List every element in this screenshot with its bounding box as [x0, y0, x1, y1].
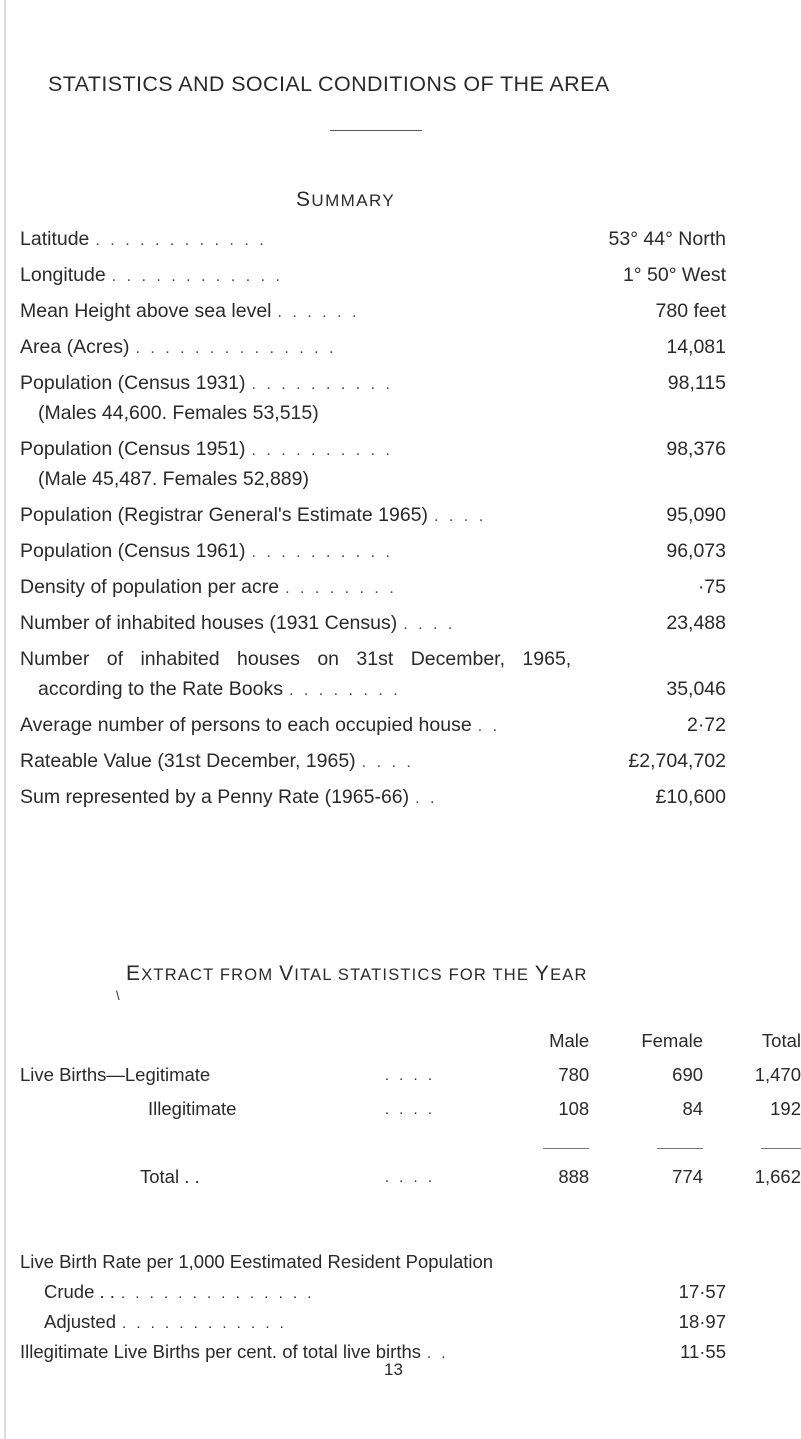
- leader-dots: . . . . . . . . . .: [251, 544, 393, 561]
- leader-dots: . . . .: [384, 1066, 435, 1084]
- table-row-legitimate: [20, 1058, 801, 1092]
- summary-label: Population (Census 1951): [20, 438, 246, 460]
- leader-dots: . . . . . . . .: [288, 682, 401, 699]
- summary-title: [296, 188, 395, 212]
- rate-row-illegitimate: [20, 1341, 726, 1371]
- summary-label: Density of population per acre: [20, 576, 280, 598]
- summary-label: Area (Acres): [20, 336, 130, 358]
- extract-title-initial-v: V: [279, 962, 295, 985]
- total-rule-row: [20, 1126, 801, 1160]
- summary-value: £2,704,702: [628, 750, 726, 772]
- summary-row-population-1951: [20, 438, 726, 504]
- summary-label: Mean Height above sea level: [20, 300, 272, 322]
- extract-title-part: EAR: [550, 966, 588, 984]
- summary-value: 96,073: [666, 540, 726, 562]
- summary-value: 14,081: [666, 336, 726, 358]
- summary-sublabel: according to the Rate Books: [38, 678, 283, 700]
- summary-label: Latitude: [20, 228, 90, 250]
- leader-dots: . . . .: [361, 754, 414, 771]
- leader-dots: . . . .: [384, 1168, 435, 1186]
- page-heading: STATISTICS AND SOCIAL CONDITIONS OF THE AREA: [48, 72, 610, 96]
- row-label: Total . .: [140, 1166, 200, 1187]
- summary-label: Number of inhabited houses (1931 Census): [20, 612, 398, 634]
- cell-male: 108: [558, 1098, 590, 1119]
- summary-row-longitude: [20, 264, 726, 300]
- summary-value: ·75: [697, 576, 726, 598]
- summary-label: Longitude: [20, 264, 106, 286]
- cell-male: 780: [558, 1064, 590, 1085]
- total-rule: [657, 1148, 703, 1149]
- extract-title-part: ITAL STATISTICS FOR THE: [294, 966, 535, 984]
- leader-dots: . . . . . .: [277, 304, 360, 321]
- summary-label: Rateable Value (31st December, 1965): [20, 750, 356, 772]
- summary-title-initial: S: [296, 188, 312, 211]
- summary-row-houses-1965: [20, 648, 726, 714]
- summary-value: 35,046: [666, 678, 726, 700]
- summary-subline: (Male 45,487. Females 52,889): [38, 468, 309, 490]
- extract-title-initial-y: Y: [534, 962, 551, 985]
- summary-value: 780 feet: [655, 300, 726, 322]
- summary-subline: (Males 44,600. Females 53,515): [38, 402, 319, 424]
- summary-value: 95,090: [666, 504, 726, 526]
- summary-value: 23,488: [666, 612, 726, 634]
- extract-title-initial-e: E: [126, 962, 142, 985]
- leader-dots: . . . .: [384, 1100, 435, 1118]
- rate-value: 18·97: [678, 1311, 726, 1332]
- leader-dots: . . . . . . . . . . . . . .: [135, 340, 337, 357]
- vital-statistics-table: [20, 1024, 801, 1194]
- rates-heading-row: [20, 1251, 726, 1281]
- leader-dots: . . . . . . . . . . . . . .: [120, 1285, 315, 1302]
- summary-value: £10,600: [655, 786, 726, 808]
- rate-row-adjusted: [20, 1311, 726, 1341]
- leader-dots: . . . . . . . . . . . .: [122, 1315, 287, 1332]
- rate-value: 17·57: [678, 1281, 726, 1302]
- table-row-total: [20, 1160, 801, 1194]
- cell-total: 192: [770, 1098, 801, 1119]
- leader-dots: . . . . . . . . . . . .: [95, 232, 267, 249]
- summary-label: Number of inhabited houses on 31st December, 1965,: [20, 648, 572, 670]
- total-rule: [543, 1148, 589, 1149]
- cell-female: 774: [672, 1166, 704, 1187]
- summary-title-rest: UMMARY: [311, 191, 396, 210]
- rate-label: Adjusted: [44, 1311, 116, 1332]
- birth-rates: [20, 1251, 726, 1371]
- leader-dots: . .: [415, 790, 438, 807]
- summary-row-population-estimate-1965: [20, 504, 726, 540]
- summary-value: 98,376: [666, 438, 726, 460]
- leader-dots: . . . . . . . .: [285, 580, 397, 597]
- summary-row-area: [20, 336, 726, 372]
- heading-divider: [330, 130, 422, 131]
- summary-row-houses-1931: [20, 612, 726, 648]
- rate-label: Illegitimate Live Births per cent. of total live births: [20, 1341, 422, 1362]
- column-header-female: Female: [641, 1030, 704, 1051]
- summary-label: Sum represented by a Penny Rate (1965-66): [20, 786, 410, 808]
- leader-dots: . . . . . . . . . .: [251, 442, 393, 459]
- summary-row-population-1961: [20, 540, 726, 576]
- rate-value: 11·55: [680, 1341, 726, 1362]
- summary-value: 98,115: [667, 372, 726, 394]
- summary-label: Population (Registrar General's Estimate 1965): [20, 504, 429, 526]
- rate-label: Crude . .: [44, 1281, 115, 1302]
- total-rule: [761, 1148, 801, 1149]
- rates-heading: Live Birth Rate per 1,000 Eestimated Resident Population: [20, 1251, 494, 1272]
- leader-dots: . .: [477, 718, 501, 735]
- summary-row-penny-rate: [20, 786, 726, 822]
- cell-total: 1,470: [754, 1064, 801, 1085]
- summary-label: Average number of persons to each occupied house: [20, 714, 472, 736]
- cell-female: 690: [672, 1064, 704, 1085]
- row-label: Illegitimate: [148, 1098, 237, 1119]
- cell-male: 888: [558, 1166, 590, 1187]
- row-label: Live Births—Legitimate: [20, 1064, 211, 1085]
- leader-dots: . . . .: [403, 616, 456, 633]
- leader-dots: . .: [427, 1345, 449, 1362]
- page-number: 13: [384, 1360, 403, 1379]
- summary-label: Population (Census 1931): [20, 372, 246, 394]
- summary-row-mean-height: [20, 300, 726, 336]
- leader-dots: . . . .: [434, 508, 487, 525]
- summary-row-density: [20, 576, 726, 612]
- leader-dots: . . . . . . . . . . . .: [111, 268, 283, 285]
- leader-dots: . . . . . . . . . .: [251, 376, 393, 393]
- cell-total: 1,662: [754, 1166, 801, 1187]
- stray-mark: \: [116, 988, 120, 1003]
- summary-list: [20, 228, 726, 822]
- column-header-male: Male: [549, 1030, 590, 1051]
- summary-label: Population (Census 1961): [20, 540, 246, 562]
- table-row-illegitimate: [20, 1092, 801, 1126]
- column-header-total: Total: [761, 1030, 801, 1051]
- table-header-row: [20, 1024, 801, 1058]
- rate-row-crude: [20, 1281, 726, 1311]
- summary-row-latitude: [20, 228, 726, 264]
- summary-value: 1° 50° West: [622, 264, 726, 286]
- summary-row-persons-per-house: [20, 714, 726, 750]
- cell-female: 84: [682, 1098, 704, 1119]
- extract-title-part: XTRACT FROM: [141, 966, 280, 984]
- summary-row-rateable-value: [20, 750, 726, 786]
- summary-value: 53° 44° North: [608, 228, 726, 250]
- binding-edge: [4, 0, 6, 1439]
- summary-value: 2·72: [686, 714, 726, 736]
- extract-title: [126, 962, 588, 986]
- summary-row-population-1931: [20, 372, 726, 438]
